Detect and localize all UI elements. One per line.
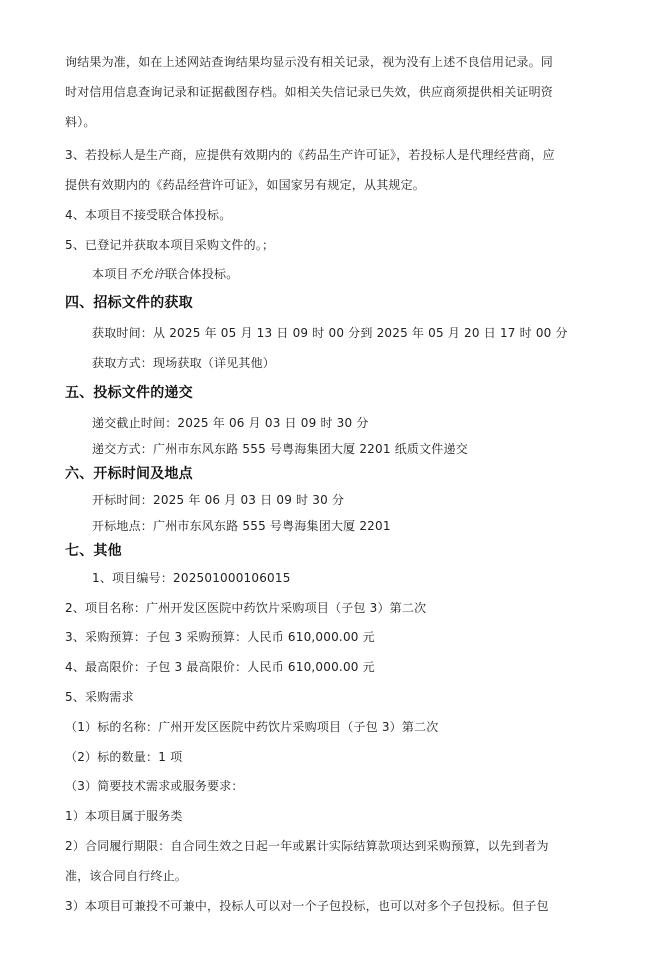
paragraph-line: 准，该合同自行终止。 [65, 869, 188, 883]
submission-method: 递交方式：广州市东风东路 555 号粤海集团大厦 2201 纸质文件递交 [92, 442, 468, 456]
paragraph-line: 料）。 [65, 115, 96, 129]
subject-name: （1）标的名称：广州开发区医院中药饮片采购项目（子包 3）第二次 [65, 720, 439, 734]
procurement-budget: 3、采购预算：子包 3 采购预算：人民币 610,000.00 元 [65, 630, 375, 644]
qualification-item-5: 5、已登记并获取本项目采购文件的。； [65, 238, 275, 252]
section-heading-6: 六、开标时间及地点 [65, 466, 193, 482]
requirement-item-3: 3）本项目可兼投不可兼中，投标人可以对一个子包投标，也可以对多个子包投标。但子包 [65, 899, 549, 913]
requirement-item-1: 1）本项目属于服务类 [65, 809, 183, 823]
requirement-item-2: 2）合同履行期限：自合同生效之日起一年或累计实际结算款项达到采购预算，以先到者为 [65, 839, 549, 853]
qualification-item-4: 4、本项目不接受联合体投标。 [65, 208, 232, 222]
project-number: 1、项目编号：202501000106015 [92, 571, 291, 585]
section-heading-4: 四、招标文件的获取 [65, 295, 193, 311]
acquisition-time: 获取时间：从 2025 年 05 月 13 日 09 时 00 分到 2025 年 05 月 20 日 17 时 00 分 [92, 326, 568, 340]
paragraph-line: 时对信用信息查询记录和证据截图存档。如相关失信记录已失效，供应商须提供相关证明资 [65, 85, 554, 99]
consortium-note-prefix: 本项目 [92, 267, 129, 281]
procurement-requirements: 5、采购需求 [65, 690, 134, 704]
subject-quantity: （2）标的数量：1 项 [65, 750, 183, 764]
submission-deadline: 递交截止时间：2025 年 06 月 03 日 09 时 30 分 [92, 416, 369, 430]
consortium-note [92, 266, 238, 282]
acquisition-method: 获取方式：现场获取（详见其他） [92, 356, 276, 370]
section-heading-5: 五、投标文件的递交 [65, 385, 193, 401]
requirements-summary: （3）简要技术需求或服务要求： [65, 779, 244, 793]
price-ceiling: 4、最高限价：子包 3 最高限价：人民币 610,000.00 元 [65, 660, 375, 674]
project-name: 2、项目名称：广州开发区医院中药饮片采购项目（子包 3）第二次 [65, 601, 427, 615]
section-heading-7: 七、其他 [65, 543, 122, 559]
qualification-item-3: 3、若投标人是生产商，应提供有效期内的《药品生产许可证》，若投标人是代理经营商，应 [65, 148, 555, 162]
paragraph-line: 询结果为准，如在上述网站查询结果均显示没有相关记录，视为没有上述不良信用记录。同 [65, 55, 554, 69]
paragraph-line: 提供有效期内的《药品经营许可证》，如国家另有规定，从其规定。 [65, 178, 426, 192]
consortium-note-emphasis: 不允许 [128, 267, 166, 281]
consortium-note-suffix: 联合体投标。 [165, 267, 239, 281]
opening-time: 开标时间：2025 年 06 月 03 日 09 时 30 分 [92, 493, 345, 507]
opening-place: 开标地点：广州市东风东路 555 号粤海集团大厦 2201 [92, 519, 391, 533]
